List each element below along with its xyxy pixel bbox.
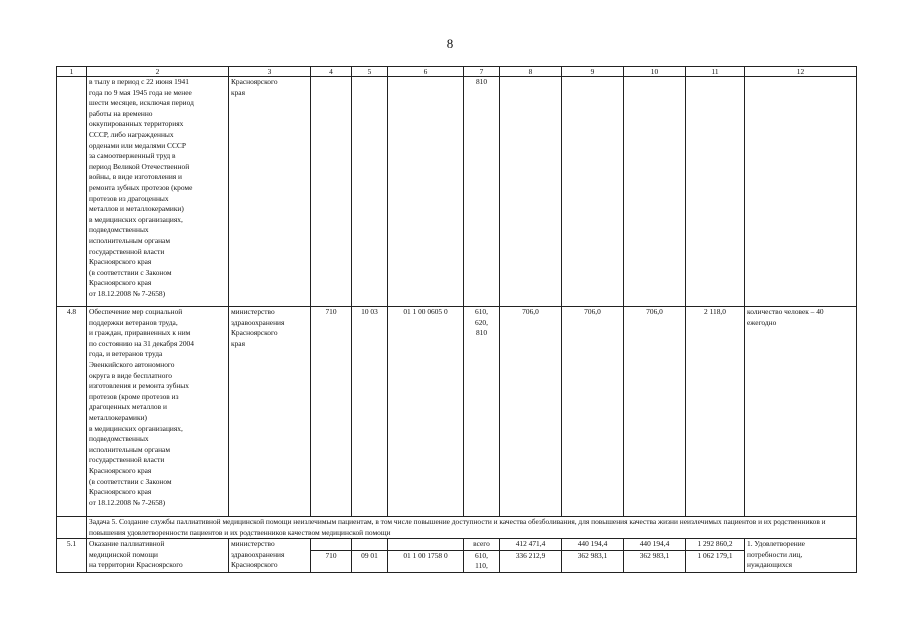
table-row-continued bbox=[57, 77, 857, 307]
col-number-10: 10 bbox=[624, 67, 686, 77]
cell-number bbox=[57, 77, 87, 307]
cell-period-total: 1 292 860,2 bbox=[686, 539, 745, 551]
cell-grbs bbox=[311, 77, 352, 307]
cell-target-article bbox=[388, 77, 464, 307]
col-number-3: 3 bbox=[229, 67, 311, 77]
cell-grbs-blank bbox=[311, 539, 352, 551]
cell-expected-result: 1. Удовлетворение потребности лиц, нуждающихся bbox=[745, 539, 857, 573]
table-row-5-1-total bbox=[57, 539, 857, 551]
cell-year-1-total: 412 471,4 bbox=[500, 539, 562, 551]
cell-grbs: 710 bbox=[311, 307, 352, 517]
cell-section: 09 01 bbox=[352, 550, 388, 572]
col-number-11: 11 bbox=[686, 67, 745, 77]
cell-section bbox=[352, 77, 388, 307]
cell-administrator: Красноярского края bbox=[229, 77, 311, 307]
cell-description: в тылу в период с 22 июня 1941 года по 9 мая 1945 года не менее шести месяцев, исключая период работы на временно оккупированных территориях СССР, либо награжденных орденами или медалями СССР за самоотверженный труд в период Великой Отечественной войны, в виде изготовления и ремонта зубных протезов (кроме протезов из драгоценных металлов и металлокерамики) в медицинских организациях, подведомственных исполнительным органам государственной власти Красноярского края (в соответствии с Законом Красноярского края от 18.12.2008 № 7-2658) bbox=[87, 77, 229, 307]
table-row-4-8 bbox=[57, 307, 857, 517]
program-activities-table bbox=[56, 66, 857, 573]
cell-administrator: министерство здравоохранения Красноярского края bbox=[229, 307, 311, 517]
cell-grbs: 710 bbox=[311, 550, 352, 572]
col-number-4: 4 bbox=[311, 67, 352, 77]
cell-number: 4.8 bbox=[57, 307, 87, 517]
cell-year-1 bbox=[500, 77, 562, 307]
cell-year-2: 706,0 bbox=[562, 307, 624, 517]
col-number-2: 2 bbox=[87, 67, 229, 77]
col-number-9: 9 bbox=[562, 67, 624, 77]
cell-total: 2 118,0 bbox=[686, 307, 745, 517]
cell-year-2: 362 983,1 bbox=[562, 550, 624, 572]
col-number-6: 6 bbox=[388, 67, 464, 77]
cell-year-3: 362 983,1 bbox=[624, 550, 686, 572]
cell-number: 5.1 bbox=[57, 539, 87, 573]
col-number-12: 12 bbox=[745, 67, 857, 77]
cell-target-article: 01 1 00 1758 0 bbox=[388, 550, 464, 572]
column-number-row bbox=[57, 67, 857, 77]
cell-total bbox=[686, 77, 745, 307]
cell-year-1: 336 212,9 bbox=[500, 550, 562, 572]
cell-expense-type: 610, 620, 810 bbox=[464, 307, 500, 517]
cell-expense-type: 810 bbox=[464, 77, 500, 307]
col-number-8: 8 bbox=[500, 67, 562, 77]
cell-expense-type: 610, 110, bbox=[464, 550, 500, 572]
cell-year-2-total: 440 194,4 bbox=[562, 539, 624, 551]
cell-year-3: 706,0 bbox=[624, 307, 686, 517]
cell-administrator: министерство здравоохранения Красноярского bbox=[229, 539, 311, 573]
task-5-row bbox=[57, 517, 857, 539]
task-5-heading: Задача 5. Создание службы паллиативной медицинской помощи неизлечимым пациентам, в том числе повышение доступности и качества обезболивания, для повышения качества жизни неизлечимых пациентов и их родственников и повышения удовлетворенности пациентов и их родственников качеством медицинской помощи bbox=[87, 517, 857, 539]
cell-description: Оказание паллиативной медицинской помощи на территории Красноярского bbox=[87, 539, 229, 573]
cell-year-3 bbox=[624, 77, 686, 307]
cell-year-1: 706,0 bbox=[500, 307, 562, 517]
cell-section-blank bbox=[352, 539, 388, 551]
cell-year-2 bbox=[562, 77, 624, 307]
cell-year-3-total: 440 194,4 bbox=[624, 539, 686, 551]
cell-total-label: всего bbox=[464, 539, 500, 551]
cell-expected-result: количество человек – 40 ежегодно bbox=[745, 307, 857, 517]
col-number-7: 7 bbox=[464, 67, 500, 77]
cell-expected-result bbox=[745, 77, 857, 307]
cell-description: Обеспечение мер социальной поддержки ветеранов труда, и граждан, приравненных к ним по состоянию на 31 декабря 2004 года, и ветеранов труда Эвенкийского автономного округа в виде бесплатного изготовления и ремонта зубных протезов (кроме протезов из драгоценных металлов и металлокерамики) в медицинских организациях, подведомственных исполнительным органам государственной власти Красноярского края (в соответствии с Законом Красноярского края от 18.12.2008 № 7-2658) bbox=[87, 307, 229, 517]
cell-number bbox=[57, 517, 87, 539]
col-number-1: 1 bbox=[57, 67, 87, 77]
cell-section: 10 03 bbox=[352, 307, 388, 517]
col-number-5: 5 bbox=[352, 67, 388, 77]
page-number: 8 bbox=[446, 36, 454, 51]
cell-total: 1 062 179,1 bbox=[686, 550, 745, 572]
cell-target-article: 01 1 00 0605 0 bbox=[388, 307, 464, 517]
cell-target-article-blank bbox=[388, 539, 464, 551]
